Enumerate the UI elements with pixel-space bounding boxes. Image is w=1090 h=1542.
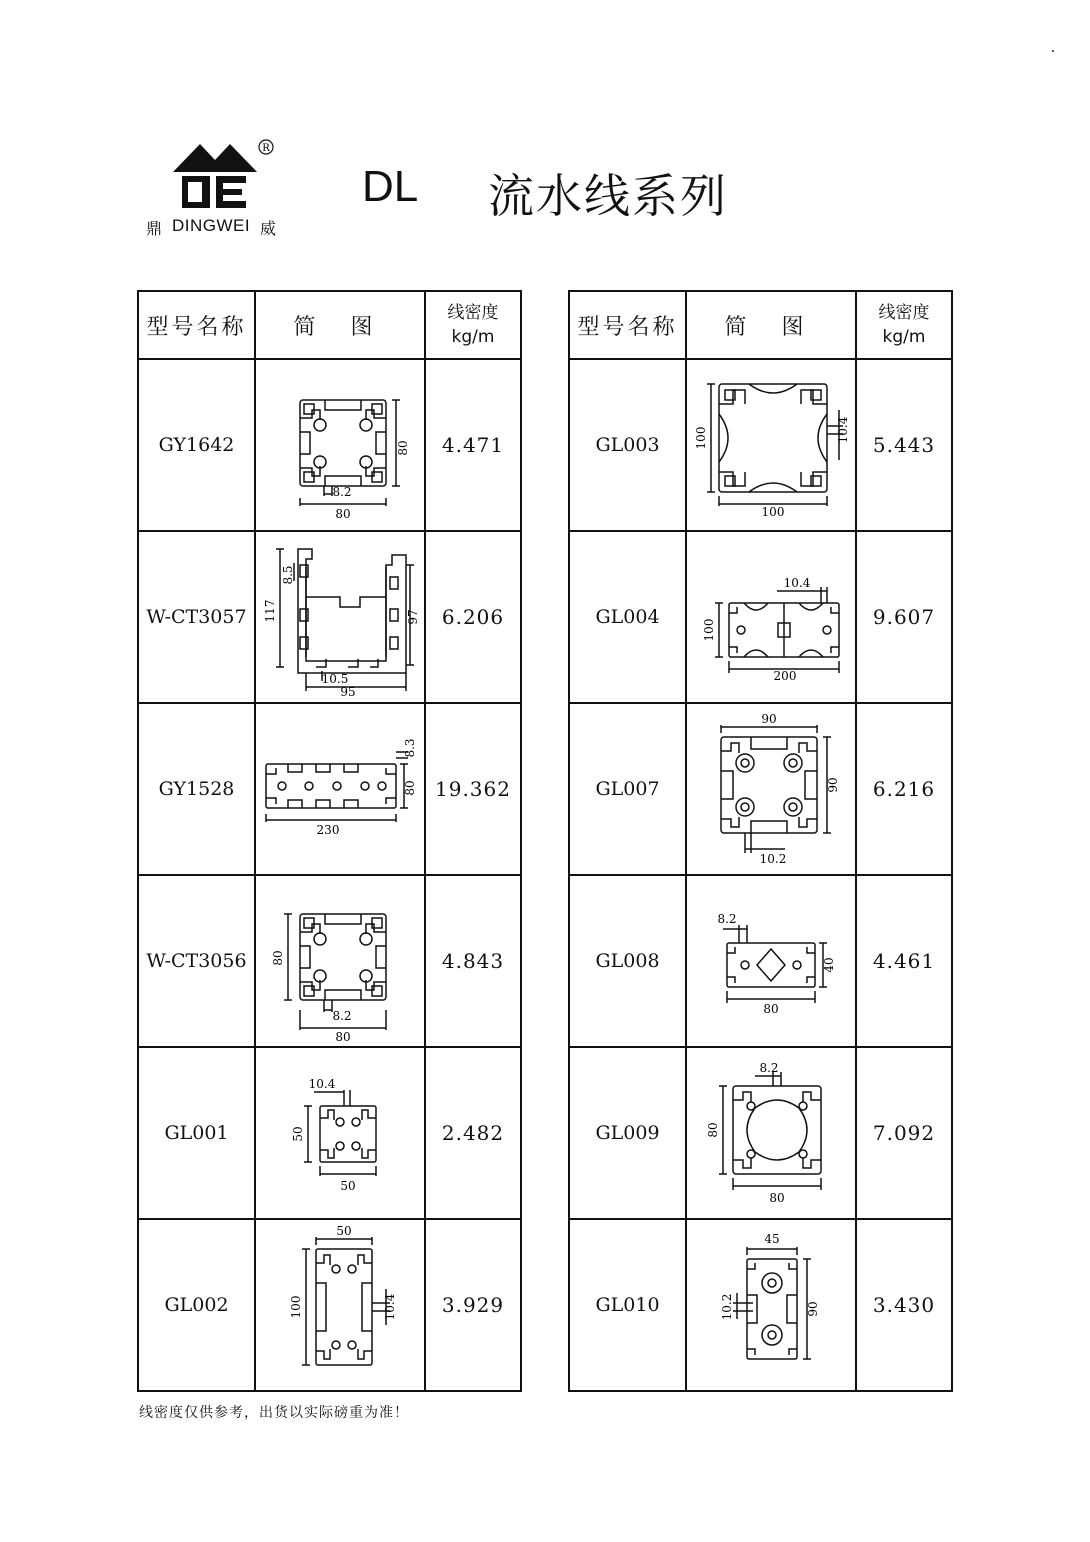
profile-diagram [686,875,856,1047]
dim-height: 90 [805,1300,820,1317]
profile-gl010-drawing [689,1223,854,1388]
table-row [569,531,952,703]
table-row [138,531,521,703]
dim-inner-height: 97 [406,609,420,625]
dim-height: 80 [271,950,285,966]
dim-width: 80 [762,1002,779,1016]
profile-gl001-drawing [260,1058,420,1208]
table-row [138,703,521,875]
dim-height: 100 [289,1295,303,1318]
dim-slot: 10.4 [308,1077,336,1091]
model-name: GL004 [569,531,686,703]
svg-text:R: R [262,143,270,154]
density-value: 2.482 [425,1047,521,1219]
dim-slot: 8.2 [758,1061,779,1075]
profile-diagram [686,531,856,703]
logo-cn-left: 鼎 [146,219,163,238]
profile-gl004-drawing [689,547,854,687]
dim-slot: 10.4 [383,1293,397,1320]
dim-height: 50 [291,1126,305,1142]
density-value: 4.843 [425,875,521,1047]
table-header-row [569,291,952,359]
dim-height: 117 [263,599,277,623]
dim-slot: 8.3 [402,738,417,758]
dim-height: 90 [825,777,840,793]
dim-height: 100 [701,618,716,642]
dim-slot: 10.4 [835,416,850,444]
dim-lip: 8.5 [281,565,295,585]
profile-diagram [686,1047,856,1219]
dim-slot: 8.2 [332,485,352,499]
profile-diagram [686,359,856,531]
model-name: GL010 [569,1219,686,1391]
header-density [425,291,521,359]
page-dot [1052,50,1054,52]
dim-slot: 10.2 [719,1293,734,1320]
density-value: 4.461 [856,875,952,1047]
model-name: GY1642 [138,359,255,531]
table-row [138,875,521,1047]
profile-wct3057-drawing [260,537,420,697]
profile-gl003-drawing [689,370,854,520]
dim-slot: 8.2 [716,912,737,926]
profile-table-left [137,290,522,1392]
density-value: 6.206 [425,531,521,703]
profile-diagram [255,703,425,875]
dim-height: 40 [821,957,836,973]
model-name: GL008 [569,875,686,1047]
profile-diagram [255,531,425,703]
header-density-label: 线密度 [447,303,499,323]
header-model: 型号名称 [138,291,255,359]
profile-diagram [255,359,425,531]
dim-height: 80 [705,1122,720,1138]
dim-height: 100 [693,426,708,450]
dim-width: 90 [760,712,777,726]
header-diagram: 简 图 [686,291,856,359]
density-value: 5.443 [856,359,952,531]
table-header-row [138,291,521,359]
density-value: 3.430 [856,1219,952,1391]
model-name: GL001 [138,1047,255,1219]
header-diagram: 简 图 [255,291,425,359]
header-density [856,291,952,359]
model-name: GL009 [569,1047,686,1219]
table-row [138,1219,521,1391]
header-model: 型号名称 [569,291,686,359]
dim-slot: 10.5 [321,672,349,686]
profile-gy1528-drawing [258,734,423,844]
profile-gl002-drawing [260,1223,420,1388]
model-name: GL002 [138,1219,255,1391]
profile-diagram [255,1047,425,1219]
table-row [569,1047,952,1219]
header-density-unit: kg/m [451,327,495,347]
profile-diagram [686,1219,856,1391]
profile-gl009-drawing [689,1058,854,1208]
series-title: 流水线系列 [488,169,728,223]
dim-slot: 8.2 [332,1009,352,1023]
dim-width: 80 [335,1030,351,1044]
profile-gl007-drawing [689,709,854,869]
header-density-unit: kg/m [882,327,926,347]
dim-width: 45 [763,1231,780,1246]
table-row [138,1047,521,1219]
profile-wct3056-drawing [260,886,420,1044]
density-value: 6.216 [856,703,952,875]
model-name: GL007 [569,703,686,875]
dim-slot: 10.4 [783,576,810,590]
series-code: DL [362,162,419,211]
profile-diagram [255,875,425,1047]
table-row [569,875,952,1047]
logo-brand-name: DINGWEI [172,216,251,235]
model-name: W-CT3057 [138,531,255,703]
density-value: 3.929 [425,1219,521,1391]
dim-width: 80 [768,1191,785,1205]
profile-diagram [686,703,856,875]
logo-cn-right: 威 [260,219,277,238]
dim-width: 230 [316,823,339,837]
dim-width: 200 [773,669,796,683]
dim-width: 50 [340,1179,356,1193]
profile-diagram [255,1219,425,1391]
dim-slot: 10.2 [759,852,786,866]
density-value: 19.362 [425,703,521,875]
profile-table-right [568,290,953,1392]
dim-width: 100 [761,505,784,519]
header-density-label: 线密度 [878,303,930,323]
profile-gl008-drawing [689,901,854,1021]
table-row [138,359,521,531]
dim-height: 80 [402,780,417,796]
density-value: 4.471 [425,359,521,531]
model-name: GY1528 [138,703,255,875]
dim-height: 80 [396,440,410,456]
model-name: GL003 [569,359,686,531]
table-row [569,359,952,531]
dim-width: 95 [340,685,356,699]
dim-width: 80 [335,507,351,521]
footnote: 线密度仅供参考，出货以实际磅重为准！ [139,1405,409,1421]
profile-gy1642-drawing [260,370,420,520]
table-row [569,703,952,875]
density-value: 7.092 [856,1047,952,1219]
table-row [569,1219,952,1391]
model-name: W-CT3056 [138,875,255,1047]
density-value: 9.607 [856,531,952,703]
dim-width: 50 [336,1223,352,1238]
